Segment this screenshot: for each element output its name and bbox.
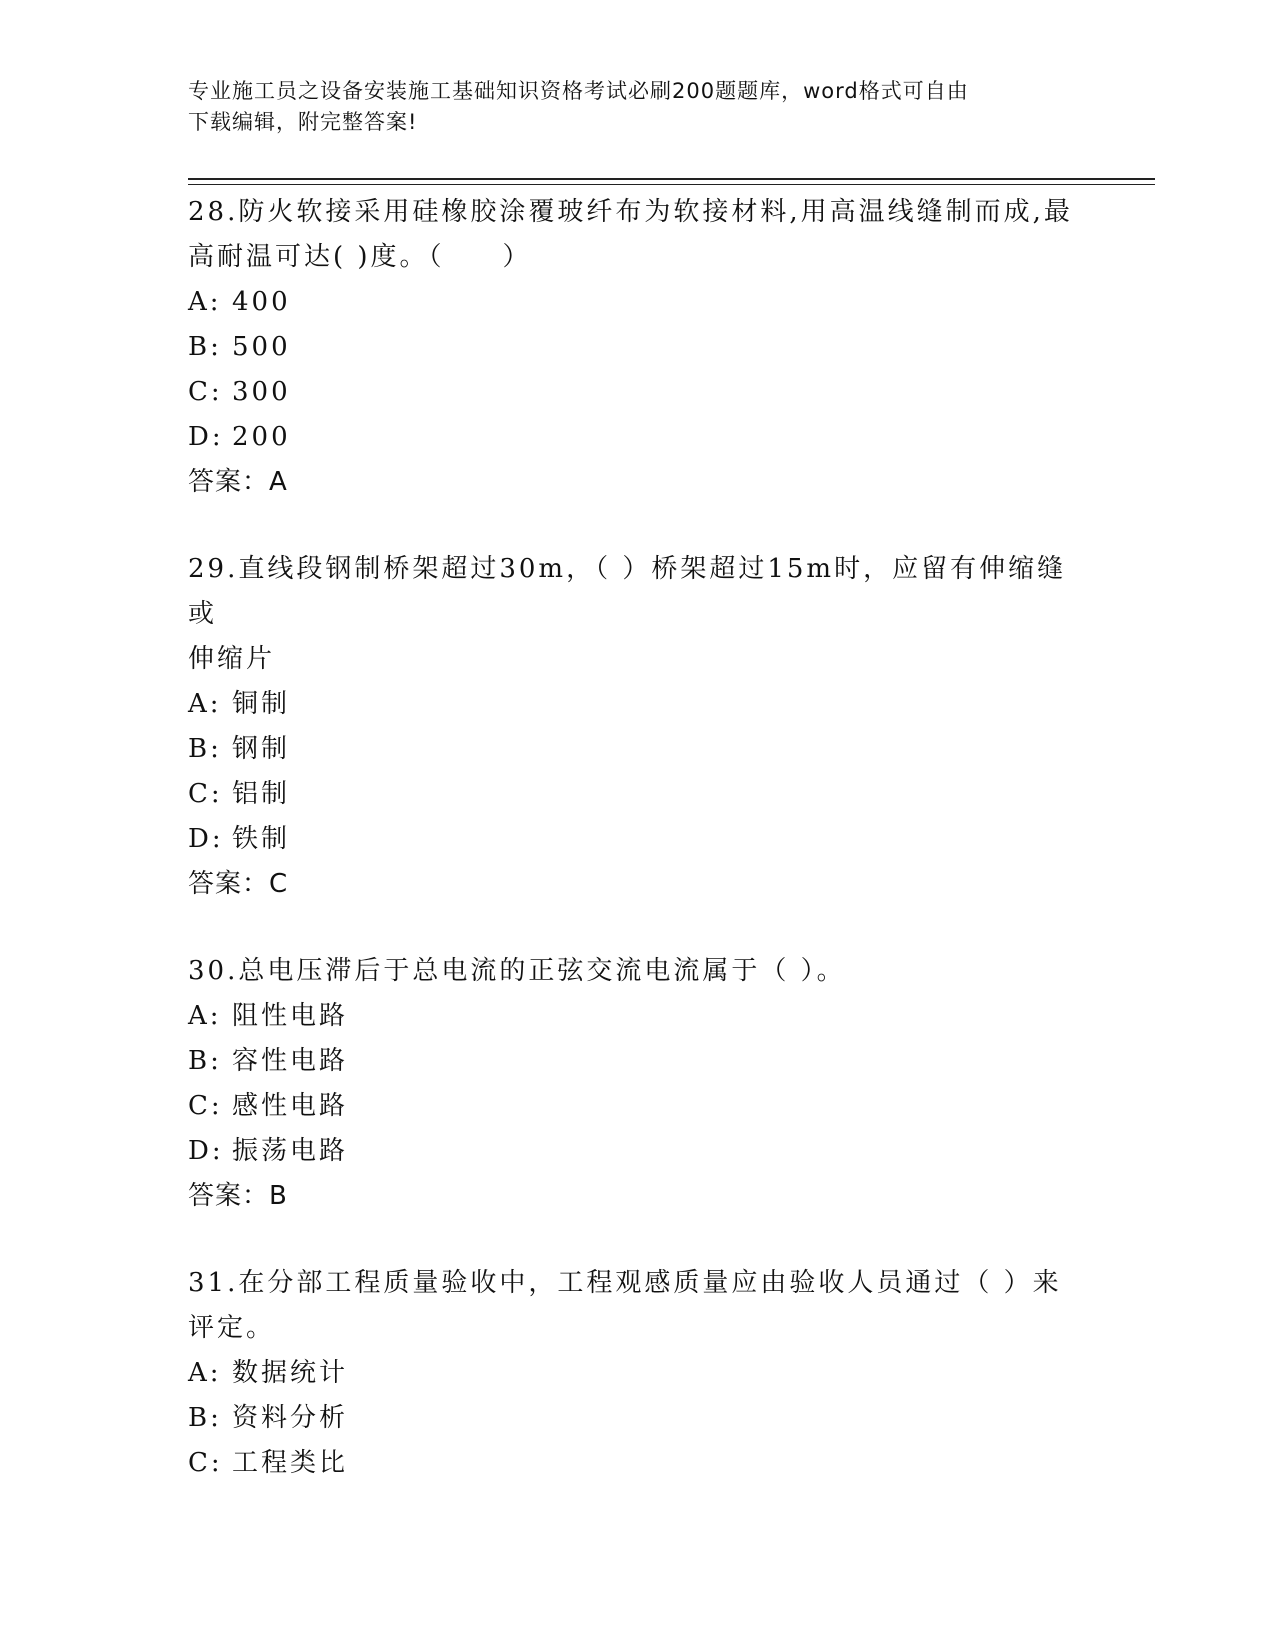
question-stem-line: 29.直线段钢制桥架超过30m，（ ）桥架超过15m时，应留有伸缩缝或 (188, 554, 1067, 629)
option-text: 容性电路 (232, 1046, 349, 1076)
question-31 (188, 1261, 1088, 1486)
option-text: 400 (232, 287, 291, 317)
option-text: 阻性电路 (232, 1001, 349, 1031)
option-text: 200 (232, 422, 291, 452)
question-stem (188, 1261, 1088, 1351)
option-a (188, 994, 1088, 1039)
option-key: A: (188, 1001, 222, 1031)
option-b (188, 325, 1088, 370)
question-stem (188, 190, 1088, 280)
option-key: C: (188, 1091, 223, 1121)
header-line-1: 专业施工员之设备安装施工基础知识资格考试必刷200题题库，word格式可自由 (188, 79, 969, 103)
option-key: B: (188, 734, 222, 764)
question-stem-line: 高耐温可达( )度。（ ） (188, 242, 532, 272)
question-stem-line: 31.在分部工程质量验收中，工程观感质量应由验收人员通过（ ）来 (188, 1268, 1062, 1298)
option-c (188, 370, 1088, 415)
option-c (188, 1084, 1088, 1129)
option-text: 振荡电路 (232, 1136, 349, 1166)
option-text: 铜制 (232, 689, 291, 719)
option-key: D: (188, 422, 224, 452)
option-key: C: (188, 377, 223, 407)
option-d (188, 415, 1088, 460)
question-28 (188, 190, 1088, 505)
option-key: D: (188, 1136, 224, 1166)
option-text: 工程类比 (232, 1448, 349, 1478)
option-text: 资料分析 (232, 1403, 349, 1433)
question-stem-line: 28.防火软接采用硅橡胶涂覆玻纤布为软接材料,用高温线缝制而成,最 (188, 197, 1073, 227)
option-text: 300 (232, 377, 291, 407)
option-key: B: (188, 1046, 222, 1076)
document-header (188, 76, 1068, 138)
option-b (188, 727, 1088, 772)
question-stem (188, 949, 1088, 994)
option-key: D: (188, 824, 224, 854)
answer-line: 答案：A (188, 467, 288, 497)
option-text: 感性电路 (232, 1091, 349, 1121)
option-key: A: (188, 287, 222, 317)
option-text: 铝制 (232, 779, 291, 809)
option-key: C: (188, 1448, 223, 1478)
question-30 (188, 949, 1088, 1219)
answer-line: 答案：C (188, 869, 289, 899)
option-a (188, 280, 1088, 325)
question-stem-line: 评定。 (188, 1313, 276, 1343)
question-stem-line: 30.总电压滞后于总电流的正弦交流电流属于（ ）。 (188, 956, 846, 986)
question-29 (188, 547, 1088, 907)
question-stem-line: 伸缩片 (188, 644, 276, 674)
option-key: B: (188, 1403, 222, 1433)
option-text: 铁制 (232, 824, 291, 854)
answer-line: 答案：B (188, 1181, 288, 1211)
header-divider-thick (188, 178, 1155, 180)
option-key: A: (188, 1358, 222, 1388)
question-stem (188, 547, 1088, 682)
option-text: 钢制 (232, 734, 291, 764)
option-b (188, 1396, 1088, 1441)
option-key: B: (188, 332, 222, 362)
option-text: 500 (232, 332, 291, 362)
header-line-2: 下载编辑，附完整答案! (188, 110, 418, 134)
question-list (188, 190, 1088, 1528)
option-d (188, 817, 1088, 862)
option-b (188, 1039, 1088, 1084)
option-text: 数据统计 (232, 1358, 349, 1388)
option-key: C: (188, 779, 223, 809)
option-d (188, 1129, 1088, 1174)
option-a (188, 1351, 1088, 1396)
option-key: A: (188, 689, 222, 719)
option-a (188, 682, 1088, 727)
option-c (188, 772, 1088, 817)
header-divider-thin (188, 184, 1155, 185)
option-c (188, 1441, 1088, 1486)
